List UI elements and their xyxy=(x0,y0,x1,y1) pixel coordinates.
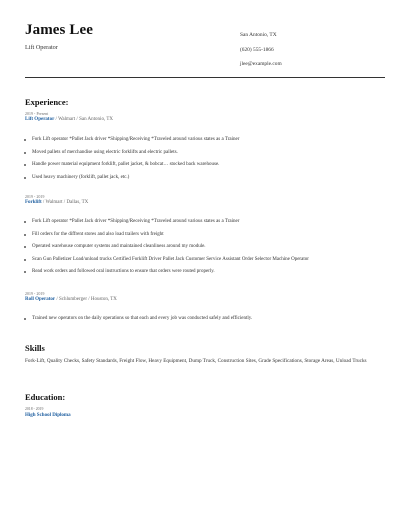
candidate-role: Lift Operator xyxy=(25,44,58,51)
job-title: Roll Operator xyxy=(25,297,56,302)
list-item: Fork Lift operator *Pallet Jack driver *Shipping/Receiving *Traveled around various states as a Trainer xyxy=(22,219,385,225)
list-item: Trained new operators on the daily operations so that each and every job was conducted safely and efficiently. xyxy=(22,316,385,322)
candidate-name: James Lee xyxy=(25,22,93,38)
contact-block xyxy=(240,28,282,72)
education-date: 2018 - 2019 xyxy=(25,407,44,411)
experience-heading: Experience: xyxy=(25,97,69,107)
skills-heading: Skills xyxy=(25,343,45,353)
job-date: 2019 - Present xyxy=(25,112,49,116)
job-org: / Schlumberger / Houston, TX xyxy=(55,297,117,302)
header-divider xyxy=(25,77,385,78)
list-item: Fill orders for the diffrent stores and also load trailers with freight xyxy=(22,232,385,238)
skills-text: Fork-Lift, Quality Checks, Safety Standards, Freight Flow, Heavy Equipment, Dump Truck, Construction Sites, Grade Specifications, Storage Areas, Unload Trucks xyxy=(25,358,367,364)
job-title: Lift Operator xyxy=(25,117,55,122)
job-title: Forklift xyxy=(25,200,42,205)
job-title-line xyxy=(25,117,385,122)
contact-email: jlee@example.com xyxy=(240,61,282,67)
job-header xyxy=(25,195,385,205)
job-title-line xyxy=(25,200,385,205)
list-item: Handle power material equipment forklift, pallet jacket, & bobcat… stocked back warehouse. xyxy=(22,162,385,168)
list-item: Read work orders and followed oral instructions to ensure that orders were routed properly. xyxy=(22,269,385,275)
list-item: Moved pallets of merchandise using electric forklifts and electric pallets. xyxy=(22,150,385,156)
list-item: Operated warehouse computer systems and maintained cleanliness around my module. xyxy=(22,244,385,250)
job-bullets xyxy=(22,316,385,322)
education-heading: Education: xyxy=(25,392,66,402)
job-date: 2019 - 2019 xyxy=(25,195,45,199)
job-header xyxy=(25,112,385,122)
list-item: Scan Gun Palletizer Load/unload trucks Certified Forklift Driver Pallet Jack Customer Service Assistant Order Selector Machine Operator xyxy=(22,257,385,263)
job-bullets xyxy=(22,137,385,181)
job-date: 2019 - 2019 xyxy=(25,292,45,296)
contact-location: San Antonio, TX xyxy=(240,32,277,38)
job-bullets xyxy=(22,219,385,275)
job-header xyxy=(25,292,385,302)
job-org: / Walmart / Dallas, TX xyxy=(41,200,89,205)
job-org: / Walmart / San Antonio, TX xyxy=(54,117,114,122)
contact-phone: (620) 555-1866 xyxy=(240,46,274,53)
education-degree: High School Diploma xyxy=(25,413,71,418)
list-item: Used heavy machinery (forklift, pallet jack, etc.) xyxy=(22,175,385,181)
list-item: Fork Lift operator *Pallet Jack driver *Shipping/Receiving *Traveled around various states as a Trainer xyxy=(22,137,385,143)
job-title-line xyxy=(25,297,385,302)
